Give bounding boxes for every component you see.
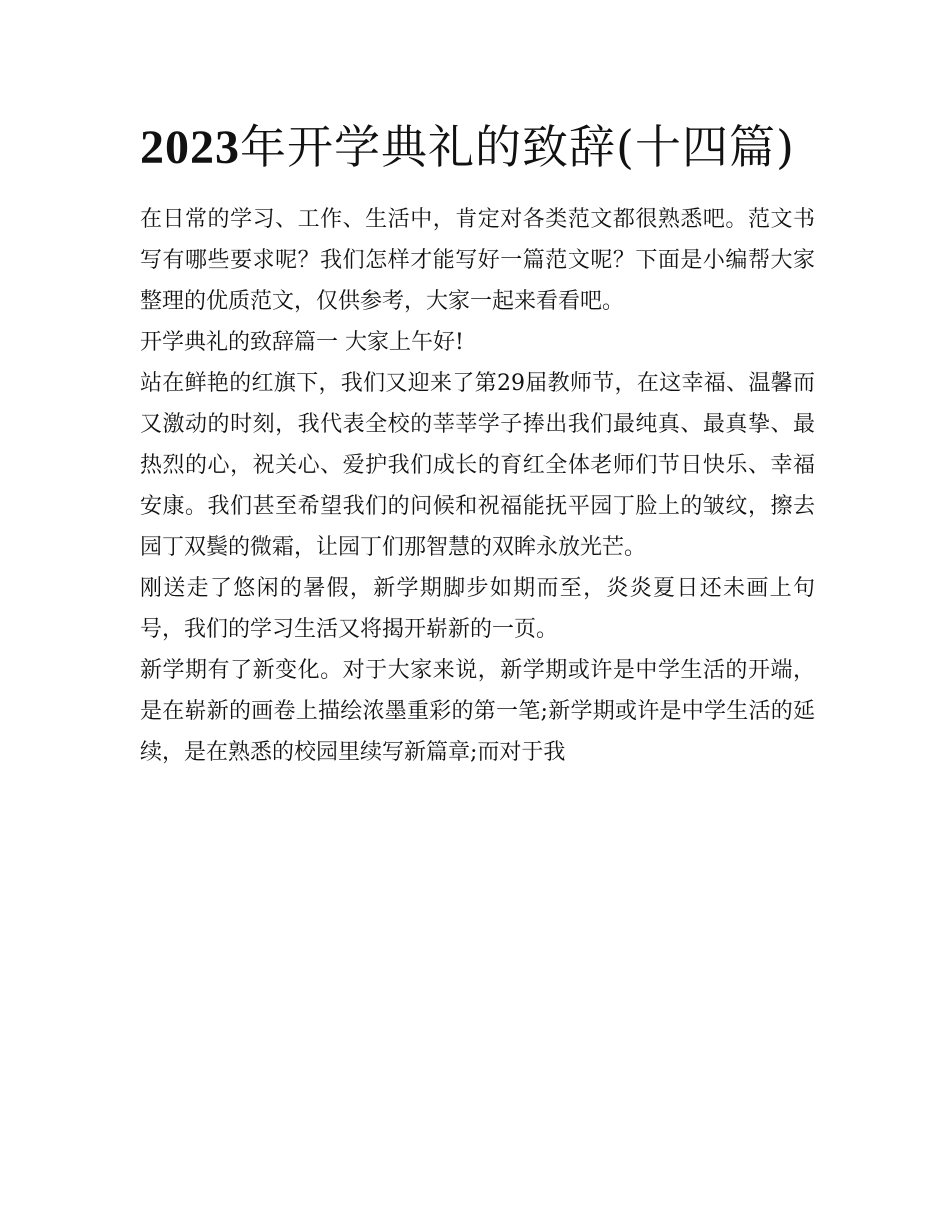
changes-paragraph: 新学期有了新变化。对于大家来说，新学期或许是中学生活的开端，是在崭新的画卷上描绘浓墨重彩的第一笔;新学期或许是中学生活的延续，是在熟悉的校园里续写新篇章;而对于我 (140, 658, 815, 765)
document-title (140, 112, 815, 183)
intro-paragraph: 在日常的学习、工作、生活中，肯定对各类范文都很熟悉吧。范文书写有哪些要求呢？我们怎样才能写好一篇范文呢？下面是小编帮大家整理的优质范文，仅供参考，大家一起来看看吧。 (140, 207, 815, 314)
document-body (140, 199, 815, 773)
new-semester-paragraph: 刚送走了悠闲的暑假，新学期脚步如期而至，炎炎夏日还未画上句号，我们的学习生活又将揭开崭新的一页。 (140, 576, 815, 642)
title-text: 年开学典礼的致辞(十四篇) (240, 120, 795, 174)
title-year: 2023 (140, 121, 240, 174)
teachers-day-paragraph: 站在鲜艳的红旗下，我们又迎来了第29届教师节，在这幸福、温馨而又激动的时刻，我代表全校的莘莘学子捧出我们最纯真、最真挚、最热烈的心，祝关心、爱护我们成长的育红全体老师们节日快乐、幸福安康。我们甚至希望我们的问候和祝福能抚平园丁脸上的皱纹，擦去园丁双鬓的微霜，让园丁们那智慧的双眸永放光芒。 (140, 371, 815, 560)
document-page (140, 112, 815, 773)
section-heading-paragraph: 开学典礼的致辞篇一 大家上午好! (140, 330, 464, 355)
